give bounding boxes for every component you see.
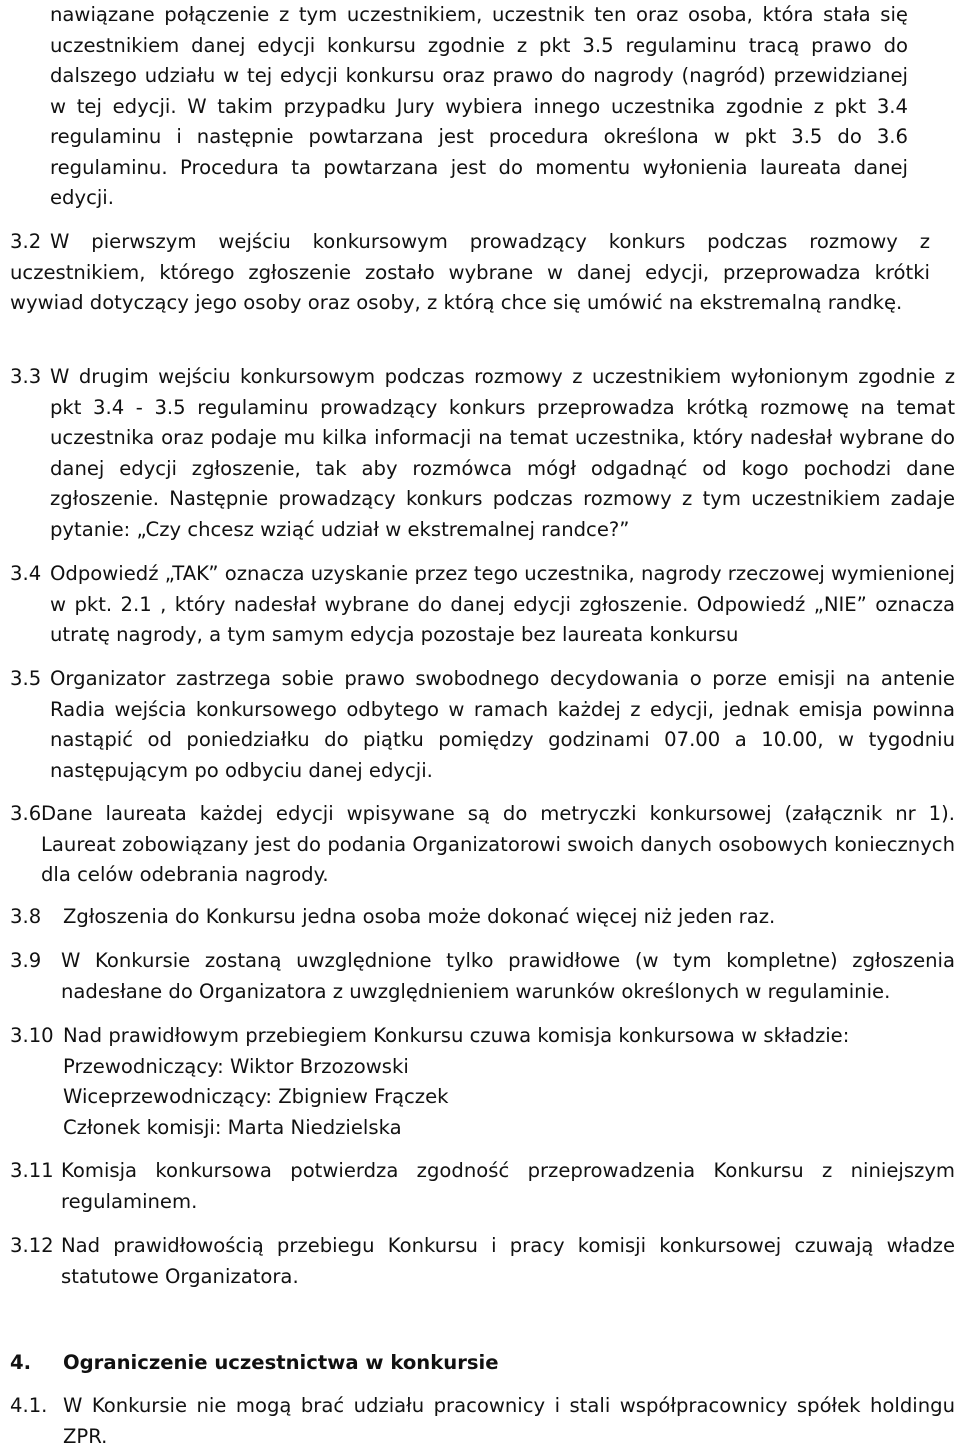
item-number: 3.4 [10, 562, 42, 585]
item-number: 3.12 [10, 1234, 54, 1257]
item-text: W pierwszym wejściu konkursowym prowadzący konkurs podczas rozmowy z uczestnikiem, którego zgłoszenie zostało wybrane w danej edycji, przeprowadza krótki wywiad dotyczący jego osoby oraz osoby, z którą chce się umówić na ekstremalną randkę. [10, 230, 930, 314]
item-text: Nad prawidłowym przebiegiem Konkursu czuwa komisja konkursowa w składzie: [63, 1024, 850, 1047]
item-text: Odpowiedź „TAK” oznacza uzyskanie przez tego uczestnika, nagrody rzeczowej wymienionej w pkt. 2.1 , który nadesłał wybrane do danej edycji zgłoszenie. Odpowiedź „NIE” oznacza utratę nagrody, a tym samym edycja pozostaje bez laureata konkursu [50, 562, 955, 646]
continuation-text: nawiązane połączenie z tym uczestnikiem, uczestnik ten oraz osoba, która stała się uczestnikiem danej edycji konkursu zgodnie z pkt 3.5 regulaminu tracą prawo do dalszego udziału w tej edycji konkursu oraz prawo do nagrody (nagród) przewidzianej w tej edycji. W takim przypadku Jury wybiera innego uczestnika zgodnie z pkt 3.4 regulaminu i następnie powtarzana jest procedura określona w pkt 3.5 do 3.6 regulaminu. Procedura ta powtarzana jest do momentu wyłonienia laureata danej edycji. [50, 3, 908, 209]
item-number: 4.1. [10, 1394, 48, 1417]
commission-chair: Przewodniczący: Wiktor Brzozowski [63, 1054, 409, 1078]
item-number: 3.10 [10, 1024, 54, 1047]
item-text: Organizator zastrzega sobie prawo swobodnego decydowania o porze emisji na antenie Radia wejścia konkursowego odbytego w ramach każdej z edycji, jednak emisja powinna nastąpić od poniedziałku do piątku pomiędzy godzinami 07.00 a 10.00, w tygodniu następującym po odbyciu danej edycji. [50, 667, 955, 782]
commission-member: Członek komisji: Marta Niedzielska [63, 1115, 402, 1139]
item-text: W drugim wejściu konkursowym podczas rozmowy z uczestnikiem wyłonionym zgodnie z pkt 3.4 - 3.5 regulaminu prowadzący konkurs przeprowadza krótką rozmowę na temat uczestnika oraz podaje mu kilka informacji na temat uczestnika, który nadesłał wybrane do danej edycji zgłoszenie, tak aby rozmówca mógł odgadnąć od kogo pochodzi dane zgłoszenie. Następnie prowadzący konkurs podczas rozmowy z tym uczestnikiem zadaje pytanie: „Czy chcesz wziąć udział w ekstremalnej randce?” [50, 365, 955, 541]
item-number: 3.6 [10, 802, 42, 825]
continuation-paragraph [50, 0, 908, 214]
item-number: 3.11 [10, 1159, 54, 1182]
item-text: Nad prawidłowością przebiegu Konkursu i pracy komisji konkursowej czuwają władze statutowe Organizatora. [61, 1234, 955, 1288]
item-number: 3.8 [10, 905, 42, 928]
item-text: W Konkursie zostaną uwzględnione tylko prawidłowe (w tym kompletne) zgłoszenia nadesłane do Organizatora z uwzględnieniem warunków określonych w regulaminie. [61, 949, 955, 1003]
item-number: 3.9 [10, 949, 42, 972]
section-title: Ograniczenie uczestnictwa w konkursie [63, 1351, 499, 1374]
item-number: 3.2 [10, 230, 42, 253]
item-number: 3.5 [10, 667, 42, 690]
commission-vice-chair: Wiceprzewodniczący: Zbigniew Frączek [63, 1085, 449, 1108]
item-text: Dane laureata każdej edycji wpisywane są do metryczki konkursowej (załącznik nr 1). Laureat zobowiązany jest do podania Organizatorowi swoich danych osobowych koniecznych dla celów odebrania nagrody. [41, 802, 955, 886]
item-text: Zgłoszenia do Konkursu jedna osoba może dokonać więcej niż jeden raz. [63, 905, 776, 928]
item-3-2 [10, 227, 930, 319]
item-text: Komisja konkursowa potwierdza zgodność przeprowadzenia Konkursu z niniejszym regulaminem. [61, 1159, 955, 1213]
section-number: 4. [10, 1351, 32, 1374]
item-number: 3.3 [10, 365, 42, 388]
item-text: W Konkursie nie mogą brać udziału pracownicy i stali współpracownicy spółek holdingu ZPR. [63, 1394, 955, 1448]
